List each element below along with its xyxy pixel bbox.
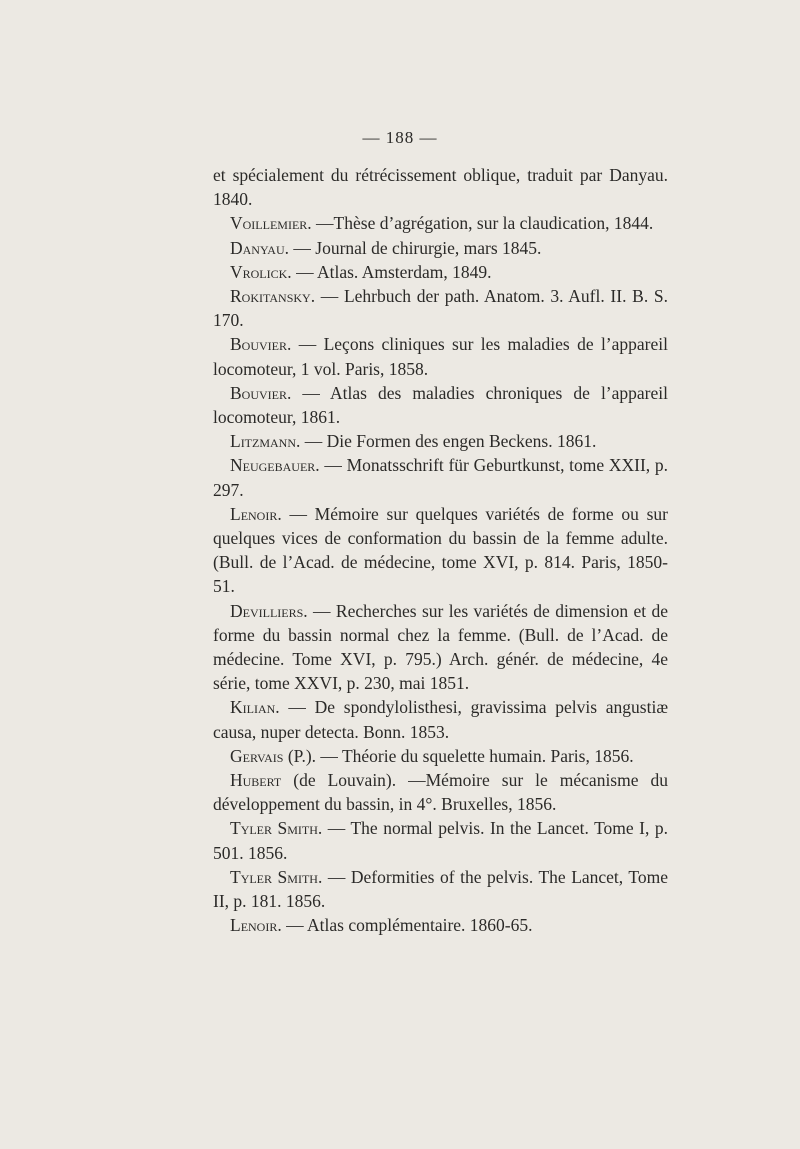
entry-text: — Leçons cliniques sur les maladies de l’appareil locomoteur, 1 vol. Paris, 1858.	[213, 334, 668, 379]
entry-author: Gervais	[230, 745, 284, 766]
bibliography-entry	[213, 768, 668, 816]
bibliography-entry	[213, 284, 668, 332]
entry-author: Hubert	[230, 770, 282, 791]
entry-author: Devilliers.	[230, 600, 308, 621]
entry-text: — Atlas des maladies chroniques de l’appareil locomoteur, 1861.	[213, 382, 668, 428]
entry-text: et spécialement du rétrécissement oblique, traduit par Danyau. 1840.	[213, 165, 668, 210]
bibliography-entry	[213, 332, 668, 380]
bibliography-entry	[213, 163, 668, 211]
entry-text: — The normal pelvis. In the Lancet. Tome I, p. 501. 1856.	[213, 818, 668, 863]
entry-author: Bouvier.	[230, 334, 292, 355]
entry-text: — Monatsschrift für Geburtkunst, tome XXII, p. 297.	[213, 455, 668, 500]
entry-text: — Die Formen des engen Beckens. 1861.	[300, 431, 597, 452]
entry-text: (P.). — Théorie du squelette humain. Paris, 1856.	[283, 745, 634, 766]
entry-author: Litzmann.	[230, 431, 301, 452]
entry-author: Vrolick.	[230, 261, 292, 282]
entry-text: — Atlas. Amsterdam, 1849.	[291, 261, 492, 282]
entry-author: Rokitansky.	[230, 286, 316, 307]
bibliography-list	[213, 163, 668, 938]
entry-text: — Journal de chirurgie, mars 1845.	[289, 237, 542, 258]
bibliography-entry	[213, 260, 668, 284]
entry-author: Tyler Smith.	[230, 866, 323, 887]
bibliography-entry	[213, 381, 668, 429]
bibliography-entry	[213, 744, 668, 768]
page-number: — 188 —	[362, 128, 438, 147]
entry-author: Lenoir.	[230, 503, 282, 524]
bibliography-entry	[213, 211, 668, 235]
entry-text: —Thèse d’agrégation, sur la claudication, 1844.	[311, 213, 654, 234]
bibliography-entry	[213, 816, 668, 864]
entry-author: Lenoir.	[230, 915, 282, 936]
bibliography-entry	[213, 695, 668, 743]
entry-text: — Lehrbuch der path. Anatom. 3. Aufl. II. B. S. 170.	[213, 286, 668, 331]
entry-author: Kilian.	[230, 697, 280, 718]
bibliography-entry	[213, 502, 668, 599]
bibliography-entry	[213, 236, 668, 260]
entry-author: Bouvier.	[230, 382, 292, 403]
bibliography-entry	[213, 865, 668, 913]
entry-text: — Atlas complémentaire. 1860-65.	[281, 915, 533, 936]
entry-text: — Recherches sur les variétés de dimension et de forme du bassin normal chez la femme. (Bull. de l’Acad. de médecine. Tome XVI, p. 795.) Arch. génér. de médecine, 4e série, tome XXVI, p. 230, mai 1851.	[213, 600, 668, 694]
entry-author: Neugebauer.	[230, 455, 320, 476]
bibliography-entry	[213, 429, 668, 453]
entry-author: Danyau.	[230, 237, 290, 258]
entry-text: — De spondylolisthesi, gravissima pelvis angustiæ causa, nuper detecta. Bonn. 1853.	[213, 697, 668, 742]
entry-text: (de Louvain). —Mémoire sur le mécanisme du développement du bassin, in 4°. Bruxelles, 1856.	[213, 770, 668, 815]
bibliography-entry	[213, 453, 668, 501]
entry-text: — Deformities of the pelvis. The Lancet, Tome II, p. 181. 1856.	[213, 866, 668, 912]
bibliography-entry	[213, 913, 668, 937]
bibliography-entry	[213, 599, 668, 696]
entry-author: Voillemier.	[230, 213, 312, 234]
entry-text: — Mémoire sur quelques variétés de forme ou sur quelques vices de conformation du bassin de la femme adulte. (Bull. de l’Acad. de médecine, tome XVI, p. 814. Paris, 1850-51.	[213, 503, 668, 597]
entry-author: Tyler Smith.	[230, 818, 323, 839]
